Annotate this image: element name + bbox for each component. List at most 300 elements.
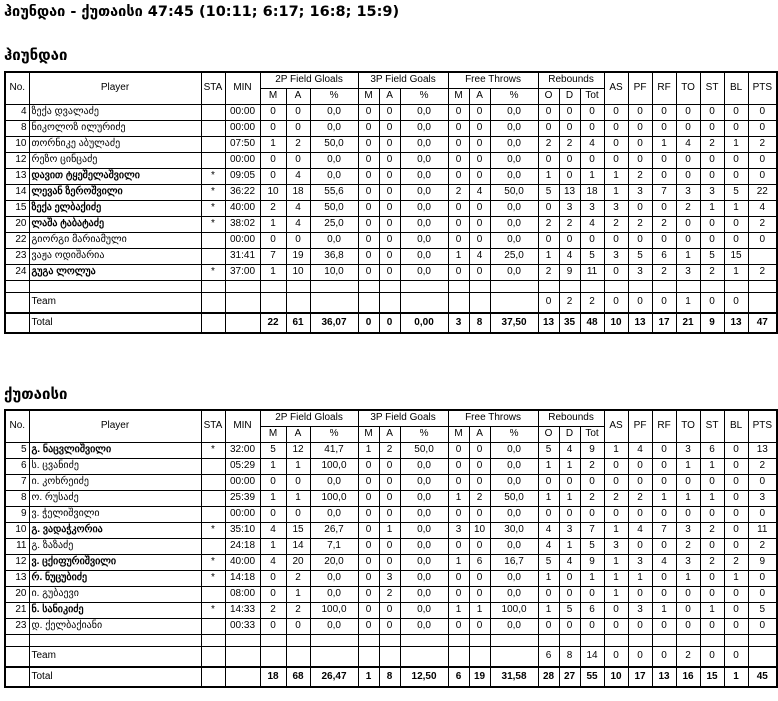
stat-o: 0 bbox=[538, 200, 559, 216]
total-stat-a2: 68 bbox=[286, 667, 310, 687]
stat-m2: 0 bbox=[260, 168, 286, 184]
stat-a2: 2 bbox=[286, 136, 310, 152]
stat-af: 0 bbox=[469, 538, 490, 554]
empty-cell bbox=[469, 646, 490, 667]
empty-cell bbox=[538, 280, 559, 292]
stat-st: 0 bbox=[700, 152, 724, 168]
header-pts: PTS bbox=[748, 410, 777, 442]
table-row bbox=[5, 184, 777, 200]
stat-pf_pct: 0,0 bbox=[490, 120, 538, 136]
stat-pf: 0 bbox=[628, 618, 652, 634]
stat-d: 9 bbox=[559, 264, 580, 280]
stat-tot: 9 bbox=[580, 442, 604, 458]
stat-d: 1 bbox=[559, 538, 580, 554]
starter-mark: * bbox=[201, 522, 225, 538]
header-ft: Free Throws bbox=[448, 72, 538, 88]
stat-as: 1 bbox=[604, 522, 628, 538]
stat-st: 0 bbox=[700, 618, 724, 634]
stat-a2: 2 bbox=[286, 602, 310, 618]
empty-cell bbox=[604, 634, 628, 646]
stat-rf: 0 bbox=[652, 200, 676, 216]
subheader-a: A bbox=[469, 88, 490, 104]
empty-cell bbox=[469, 292, 490, 313]
stat-a3: 0 bbox=[379, 136, 400, 152]
empty-cell bbox=[676, 634, 700, 646]
header-row bbox=[5, 72, 777, 88]
stat-a3: 0 bbox=[379, 458, 400, 474]
player-number: 13 bbox=[5, 168, 29, 184]
player-number: 4 bbox=[5, 104, 29, 120]
total-stat-as: 10 bbox=[604, 667, 628, 687]
stat-st: 0 bbox=[700, 168, 724, 184]
stat-m2: 1 bbox=[260, 216, 286, 232]
empty-cell bbox=[310, 280, 358, 292]
stat-mf: 0 bbox=[448, 618, 469, 634]
stat-to: 0 bbox=[676, 232, 700, 248]
stat-pts: 2 bbox=[748, 458, 777, 474]
team-stat-rf: 0 bbox=[652, 646, 676, 667]
stat-m3: 0 bbox=[358, 248, 379, 264]
header-bl: BL bbox=[724, 72, 748, 104]
empty-cell bbox=[628, 634, 652, 646]
stat-pf_pct: 0,0 bbox=[490, 168, 538, 184]
stat-m3: 0 bbox=[358, 184, 379, 200]
stat-p3: 0,0 bbox=[400, 490, 448, 506]
empty-cell bbox=[201, 646, 225, 667]
stat-mf: 0 bbox=[448, 442, 469, 458]
stat-o: 0 bbox=[538, 506, 559, 522]
stat-d: 3 bbox=[559, 522, 580, 538]
empty-cell bbox=[225, 313, 260, 333]
stat-pf_pct: 0,0 bbox=[490, 474, 538, 490]
stat-bl: 0 bbox=[724, 586, 748, 602]
stat-pts: 2 bbox=[748, 538, 777, 554]
stat-pf_pct: 0,0 bbox=[490, 586, 538, 602]
empty-cell bbox=[358, 646, 379, 667]
stat-mf: 0 bbox=[448, 458, 469, 474]
header-pf: PF bbox=[628, 410, 652, 442]
stat-m2: 1 bbox=[260, 264, 286, 280]
stat-p3: 0,0 bbox=[400, 586, 448, 602]
stat-to: 0 bbox=[676, 506, 700, 522]
empty-cell bbox=[748, 280, 777, 292]
stat-bl: 5 bbox=[724, 184, 748, 200]
player-name: გ. ზაზაძე bbox=[29, 538, 201, 554]
team-row-label: Team bbox=[29, 292, 201, 313]
empty-cell bbox=[400, 280, 448, 292]
total-stat-p2: 36,07 bbox=[310, 313, 358, 333]
starter-mark bbox=[201, 152, 225, 168]
team-stat-st: 0 bbox=[700, 292, 724, 313]
stat-a2: 4 bbox=[286, 168, 310, 184]
stat-p3: 0,0 bbox=[400, 522, 448, 538]
stat-af: 0 bbox=[469, 152, 490, 168]
stat-a3: 0 bbox=[379, 602, 400, 618]
empty-cell bbox=[225, 646, 260, 667]
stat-pts: 0 bbox=[748, 104, 777, 120]
stat-p3: 0,0 bbox=[400, 458, 448, 474]
subheader-pct: % bbox=[400, 426, 448, 442]
stat-to: 0 bbox=[676, 474, 700, 490]
total-stat-o: 28 bbox=[538, 667, 559, 687]
player-name: ს. ცვანიძე bbox=[29, 458, 201, 474]
empty-cell bbox=[700, 634, 724, 646]
stat-p3: 0,0 bbox=[400, 474, 448, 490]
stat-m2: 10 bbox=[260, 184, 286, 200]
stat-pf: 0 bbox=[628, 538, 652, 554]
stat-d: 3 bbox=[559, 200, 580, 216]
stat-to: 0 bbox=[676, 120, 700, 136]
stat-as: 0 bbox=[604, 602, 628, 618]
stat-rf: 0 bbox=[652, 618, 676, 634]
empty-cell bbox=[5, 280, 29, 292]
stat-pf: 2 bbox=[628, 216, 652, 232]
player-name: გიორგი მარიამული bbox=[29, 232, 201, 248]
empty-cell bbox=[358, 280, 379, 292]
subheader-a: A bbox=[286, 88, 310, 104]
stat-tot: 6 bbox=[580, 602, 604, 618]
header-as: AS bbox=[604, 410, 628, 442]
stat-tot: 1 bbox=[580, 570, 604, 586]
empty-cell bbox=[538, 634, 559, 646]
stat-rf: 0 bbox=[652, 570, 676, 586]
team-stat-bl: 0 bbox=[724, 292, 748, 313]
stat-to: 3 bbox=[676, 522, 700, 538]
team-row-label: Team bbox=[29, 646, 201, 667]
header-fg2: 2P Field Gloals bbox=[260, 72, 358, 88]
header-bl: BL bbox=[724, 410, 748, 442]
empty-cell bbox=[201, 280, 225, 292]
stat-tot: 2 bbox=[580, 490, 604, 506]
stat-mf: 0 bbox=[448, 216, 469, 232]
starter-mark bbox=[201, 458, 225, 474]
stat-p3: 0,0 bbox=[400, 168, 448, 184]
stat-bl: 0 bbox=[724, 120, 748, 136]
stat-a2: 4 bbox=[286, 200, 310, 216]
minutes: 09:05 bbox=[225, 168, 260, 184]
stat-bl: 1 bbox=[724, 200, 748, 216]
player-name: ვ. ცქიფურიშვილი bbox=[29, 554, 201, 570]
stat-m3: 0 bbox=[358, 200, 379, 216]
stat-p3: 0,0 bbox=[400, 184, 448, 200]
empty-cell bbox=[260, 634, 286, 646]
total-row bbox=[5, 313, 777, 333]
empty-cell bbox=[400, 646, 448, 667]
empty-cell bbox=[490, 646, 538, 667]
subheader-a: A bbox=[379, 88, 400, 104]
stat-p3: 0,0 bbox=[400, 136, 448, 152]
stat-tot: 4 bbox=[580, 136, 604, 152]
stat-rf: 0 bbox=[652, 474, 676, 490]
stat-as: 2 bbox=[604, 490, 628, 506]
stat-af: 0 bbox=[469, 232, 490, 248]
stat-pts: 2 bbox=[748, 136, 777, 152]
stat-pf_pct: 0,0 bbox=[490, 570, 538, 586]
stat-p2: 0,0 bbox=[310, 570, 358, 586]
stat-rf: 2 bbox=[652, 264, 676, 280]
player-name: ნ. სანიკიძე bbox=[29, 602, 201, 618]
player-name: გ. ვადაჭკორია bbox=[29, 522, 201, 538]
stat-d: 1 bbox=[559, 458, 580, 474]
stat-tot: 0 bbox=[580, 120, 604, 136]
stat-pf: 3 bbox=[628, 184, 652, 200]
stat-st: 0 bbox=[700, 506, 724, 522]
subheader-pct: % bbox=[490, 426, 538, 442]
stat-a3: 0 bbox=[379, 490, 400, 506]
minutes: 00:00 bbox=[225, 152, 260, 168]
stat-as: 0 bbox=[604, 120, 628, 136]
stat-pts: 0 bbox=[748, 618, 777, 634]
player-name: ვ. ჭელიშვილი bbox=[29, 506, 201, 522]
total-stat-to: 21 bbox=[676, 313, 700, 333]
stat-a3: 0 bbox=[379, 618, 400, 634]
stat-bl: 0 bbox=[724, 152, 748, 168]
stat-tot: 18 bbox=[580, 184, 604, 200]
stat-to: 2 bbox=[676, 200, 700, 216]
stat-pf_pct: 0,0 bbox=[490, 216, 538, 232]
stat-pf_pct: 30,0 bbox=[490, 522, 538, 538]
stat-af: 0 bbox=[469, 120, 490, 136]
table-row bbox=[5, 248, 777, 264]
header-sta: STA bbox=[201, 72, 225, 104]
total-stat-d: 35 bbox=[559, 313, 580, 333]
stat-pts: 0 bbox=[748, 506, 777, 522]
table-row bbox=[5, 538, 777, 554]
stat-as: 0 bbox=[604, 618, 628, 634]
minutes: 31:41 bbox=[225, 248, 260, 264]
team-stat-d: 2 bbox=[559, 292, 580, 313]
minutes: 00:00 bbox=[225, 104, 260, 120]
stat-af: 0 bbox=[469, 618, 490, 634]
stat-a3: 3 bbox=[379, 570, 400, 586]
stat-p3: 0,0 bbox=[400, 232, 448, 248]
empty-cell bbox=[379, 280, 400, 292]
stat-bl: 0 bbox=[724, 538, 748, 554]
away-boxscore-table bbox=[4, 409, 778, 688]
empty-cell bbox=[490, 634, 538, 646]
stat-af: 0 bbox=[469, 216, 490, 232]
stat-bl: 0 bbox=[724, 602, 748, 618]
stat-pf: 0 bbox=[628, 474, 652, 490]
stat-p2: 36,8 bbox=[310, 248, 358, 264]
header-pts: PTS bbox=[748, 72, 777, 104]
empty-cell bbox=[448, 292, 469, 313]
stat-pts: 0 bbox=[748, 152, 777, 168]
stat-m2: 4 bbox=[260, 554, 286, 570]
empty-cell bbox=[5, 634, 29, 646]
player-number: 23 bbox=[5, 248, 29, 264]
starter-mark bbox=[201, 136, 225, 152]
stat-af: 0 bbox=[469, 570, 490, 586]
minutes: 00:00 bbox=[225, 120, 260, 136]
stat-to: 0 bbox=[676, 216, 700, 232]
stat-m3: 0 bbox=[358, 506, 379, 522]
player-name: ლაშა ტაბატაძე bbox=[29, 216, 201, 232]
total-stat-p3: 12,50 bbox=[400, 667, 448, 687]
team-stat-to: 1 bbox=[676, 292, 700, 313]
stat-rf: 0 bbox=[652, 168, 676, 184]
stat-a3: 0 bbox=[379, 152, 400, 168]
stat-o: 2 bbox=[538, 264, 559, 280]
stat-pf_pct: 0,0 bbox=[490, 618, 538, 634]
stat-m2: 2 bbox=[260, 602, 286, 618]
stat-rf: 0 bbox=[652, 538, 676, 554]
total-stat-st: 15 bbox=[700, 667, 724, 687]
stat-pf_pct: 0,0 bbox=[490, 538, 538, 554]
stat-pf_pct: 0,0 bbox=[490, 200, 538, 216]
stat-af: 4 bbox=[469, 248, 490, 264]
stat-p3: 0,0 bbox=[400, 264, 448, 280]
total-stat-tot: 48 bbox=[580, 313, 604, 333]
total-stat-p2: 26,47 bbox=[310, 667, 358, 687]
stat-p2: 0,0 bbox=[310, 232, 358, 248]
header-pf: PF bbox=[628, 72, 652, 104]
team-stat-as: 0 bbox=[604, 646, 628, 667]
empty-cell bbox=[580, 280, 604, 292]
subheader-m: M bbox=[260, 88, 286, 104]
player-number: 23 bbox=[5, 618, 29, 634]
stat-pf: 0 bbox=[628, 200, 652, 216]
stat-mf: 0 bbox=[448, 586, 469, 602]
stat-a2: 14 bbox=[286, 538, 310, 554]
stat-a3: 2 bbox=[379, 442, 400, 458]
empty-cell bbox=[286, 634, 310, 646]
empty-cell bbox=[225, 280, 260, 292]
stat-pf: 3 bbox=[628, 554, 652, 570]
stat-rf: 7 bbox=[652, 522, 676, 538]
stat-p3: 0,0 bbox=[400, 152, 448, 168]
total-stat-m3: 0 bbox=[358, 313, 379, 333]
empty-cell bbox=[379, 292, 400, 313]
header-as: AS bbox=[604, 72, 628, 104]
team-stat-tot: 14 bbox=[580, 646, 604, 667]
stat-st: 2 bbox=[700, 136, 724, 152]
stat-rf: 7 bbox=[652, 184, 676, 200]
stat-m3: 0 bbox=[358, 152, 379, 168]
stat-mf: 0 bbox=[448, 232, 469, 248]
stat-m2: 0 bbox=[260, 104, 286, 120]
table-row bbox=[5, 232, 777, 248]
stat-m2: 0 bbox=[260, 152, 286, 168]
total-row bbox=[5, 667, 777, 687]
subheader-tot: Tot bbox=[580, 426, 604, 442]
stat-m2: 0 bbox=[260, 618, 286, 634]
stat-rf: 0 bbox=[652, 458, 676, 474]
player-number: 8 bbox=[5, 490, 29, 506]
stat-mf: 0 bbox=[448, 168, 469, 184]
total-stat-rf: 17 bbox=[652, 313, 676, 333]
stat-af: 0 bbox=[469, 168, 490, 184]
stat-pts: 5 bbox=[748, 602, 777, 618]
stat-o: 4 bbox=[538, 538, 559, 554]
stat-st: 1 bbox=[700, 602, 724, 618]
stat-mf: 0 bbox=[448, 506, 469, 522]
subheader-o: O bbox=[538, 88, 559, 104]
stat-d: 2 bbox=[559, 136, 580, 152]
empty-cell bbox=[5, 646, 29, 667]
header-sta: STA bbox=[201, 410, 225, 442]
empty-cell bbox=[29, 280, 201, 292]
stat-p2: 0,0 bbox=[310, 474, 358, 490]
stat-bl: 0 bbox=[724, 490, 748, 506]
stat-st: 1 bbox=[700, 490, 724, 506]
stat-mf: 1 bbox=[448, 490, 469, 506]
stat-a2: 0 bbox=[286, 506, 310, 522]
player-name: დ. ქელბაქიანი bbox=[29, 618, 201, 634]
stat-m2: 0 bbox=[260, 586, 286, 602]
empty-cell bbox=[379, 646, 400, 667]
stat-pf: 1 bbox=[628, 570, 652, 586]
stat-as: 1 bbox=[604, 554, 628, 570]
stat-p2: 0,0 bbox=[310, 120, 358, 136]
stat-pts: 0 bbox=[748, 586, 777, 602]
stat-p2: 55,6 bbox=[310, 184, 358, 200]
starter-mark: * bbox=[201, 184, 225, 200]
stat-p3: 0,0 bbox=[400, 602, 448, 618]
stat-m3: 0 bbox=[358, 474, 379, 490]
stat-to: 0 bbox=[676, 602, 700, 618]
table-row bbox=[5, 442, 777, 458]
empty-cell bbox=[286, 280, 310, 292]
stat-a3: 0 bbox=[379, 200, 400, 216]
stat-pf: 5 bbox=[628, 248, 652, 264]
stat-m3: 0 bbox=[358, 554, 379, 570]
stat-pts: 0 bbox=[748, 232, 777, 248]
stat-st: 3 bbox=[700, 184, 724, 200]
stat-pf_pct: 0,0 bbox=[490, 136, 538, 152]
total-stat-pts: 47 bbox=[748, 313, 777, 333]
stat-m3: 0 bbox=[358, 264, 379, 280]
stat-pf_pct: 100,0 bbox=[490, 602, 538, 618]
minutes: 08:00 bbox=[225, 586, 260, 602]
stat-a2: 18 bbox=[286, 184, 310, 200]
stat-as: 0 bbox=[604, 232, 628, 248]
stat-mf: 0 bbox=[448, 152, 469, 168]
stat-af: 0 bbox=[469, 586, 490, 602]
stat-p2: 10,0 bbox=[310, 264, 358, 280]
stat-af: 0 bbox=[469, 104, 490, 120]
empty-cell bbox=[748, 646, 777, 667]
stat-pf: 0 bbox=[628, 232, 652, 248]
stat-m2: 1 bbox=[260, 458, 286, 474]
stat-a2: 1 bbox=[286, 490, 310, 506]
stat-a2: 0 bbox=[286, 474, 310, 490]
stat-o: 1 bbox=[538, 168, 559, 184]
team-stat-st: 0 bbox=[700, 646, 724, 667]
stat-p2: 0,0 bbox=[310, 586, 358, 602]
stat-to: 0 bbox=[676, 104, 700, 120]
player-number: 20 bbox=[5, 586, 29, 602]
stat-m2: 0 bbox=[260, 506, 286, 522]
stat-mf: 1 bbox=[448, 554, 469, 570]
stat-p3: 0,0 bbox=[400, 216, 448, 232]
stat-pf_pct: 0,0 bbox=[490, 458, 538, 474]
subheader-a: A bbox=[286, 426, 310, 442]
table-row bbox=[5, 506, 777, 522]
stat-pts bbox=[748, 248, 777, 264]
total-stat-pf: 13 bbox=[628, 313, 652, 333]
player-number: 8 bbox=[5, 120, 29, 136]
stat-as: 0 bbox=[604, 506, 628, 522]
stat-a2: 0 bbox=[286, 120, 310, 136]
player-number: 22 bbox=[5, 232, 29, 248]
team-stat-pf: 0 bbox=[628, 292, 652, 313]
stat-p2: 100,0 bbox=[310, 490, 358, 506]
stat-af: 0 bbox=[469, 200, 490, 216]
team-stat-tot: 2 bbox=[580, 292, 604, 313]
stat-d: 4 bbox=[559, 442, 580, 458]
team-stat-d: 8 bbox=[559, 646, 580, 667]
